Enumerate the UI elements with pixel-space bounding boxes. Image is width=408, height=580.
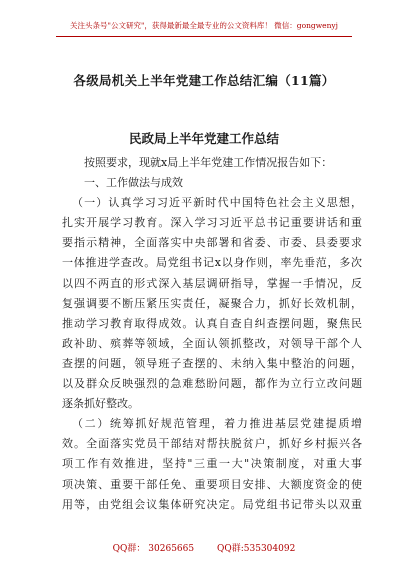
paragraph-line: （二）统筹抓好规范管理，着力推进基层党建提质增 bbox=[72, 417, 362, 431]
footer-contact bbox=[0, 541, 408, 554]
banner-divider bbox=[56, 36, 352, 37]
paragraph-line: 要指示精神，全面落实中央部署和省委、市委、县委要求 bbox=[62, 236, 362, 250]
paragraph-line: 一体推进学查改。局党组书记x以身作则，率先垂范，多次 bbox=[62, 256, 362, 270]
paragraph-line: 以及群众反映强烈的急难愁盼问题，都作为立行立改问题 bbox=[62, 377, 362, 391]
paragraph-line: 逐条抓好整改。 bbox=[62, 397, 139, 411]
paragraph-line: 用等，由党组会议集体研究决定。局党组书记带头以双重 bbox=[62, 497, 362, 511]
paragraph-line: 项工作有效推进，坚持"三重一大"决策制度，对重大事 bbox=[62, 457, 362, 471]
paragraph-line: 推动学习教育取得成效。认真自查自纠查摆问题，聚焦民 bbox=[62, 316, 362, 330]
document-title: 各级局机关上半年党建工作总结汇编（11篇） bbox=[73, 73, 335, 88]
footer-qq-group-1: QQ群： 30265665 bbox=[112, 544, 195, 554]
paragraph-line: 项决策、重要干部任免、重要项目安排、大额度资金的使 bbox=[62, 477, 362, 491]
paragraph-line: 以四不两直的形式深入基层调研指导，掌握一手情况，反 bbox=[62, 276, 362, 290]
paragraph-line: （一）认真学习习近平新时代中国特色社会主义思想， bbox=[72, 196, 362, 210]
article-title: 民政局上半年党建工作总结 bbox=[128, 131, 279, 146]
promo-banner: 关注头条号"公文研究"，获得最新最全最专业的公文资料库！ 微信：gongwenyj bbox=[70, 21, 338, 30]
paragraph-line: 政补助、殡葬等领域，全面认领抓整改，对领导干部个人 bbox=[62, 336, 362, 350]
article-body bbox=[62, 153, 362, 515]
paragraph-line: 效。全面落实党员干部结对帮扶脱贫户，抓好乡村振兴各 bbox=[62, 437, 362, 451]
paragraph-line: 查摆的问题，领导班子查摆的、未纳入集中整治的问题， bbox=[62, 356, 362, 370]
footer-qq-group-2: QQ群:535304092 bbox=[216, 544, 296, 554]
paragraph-line: 复强调要不断压紧压实责任，凝聚合力，抓好长效机制， bbox=[62, 296, 362, 310]
section-heading: 一、工作做法与成效 bbox=[84, 176, 183, 190]
paragraph-line: 按照要求，现就x局上半年党建工作情况报告如下： bbox=[84, 156, 333, 169]
paragraph-line: 扎实开展学习教育。深入学习习近平总书记重要讲话和重 bbox=[62, 216, 362, 230]
